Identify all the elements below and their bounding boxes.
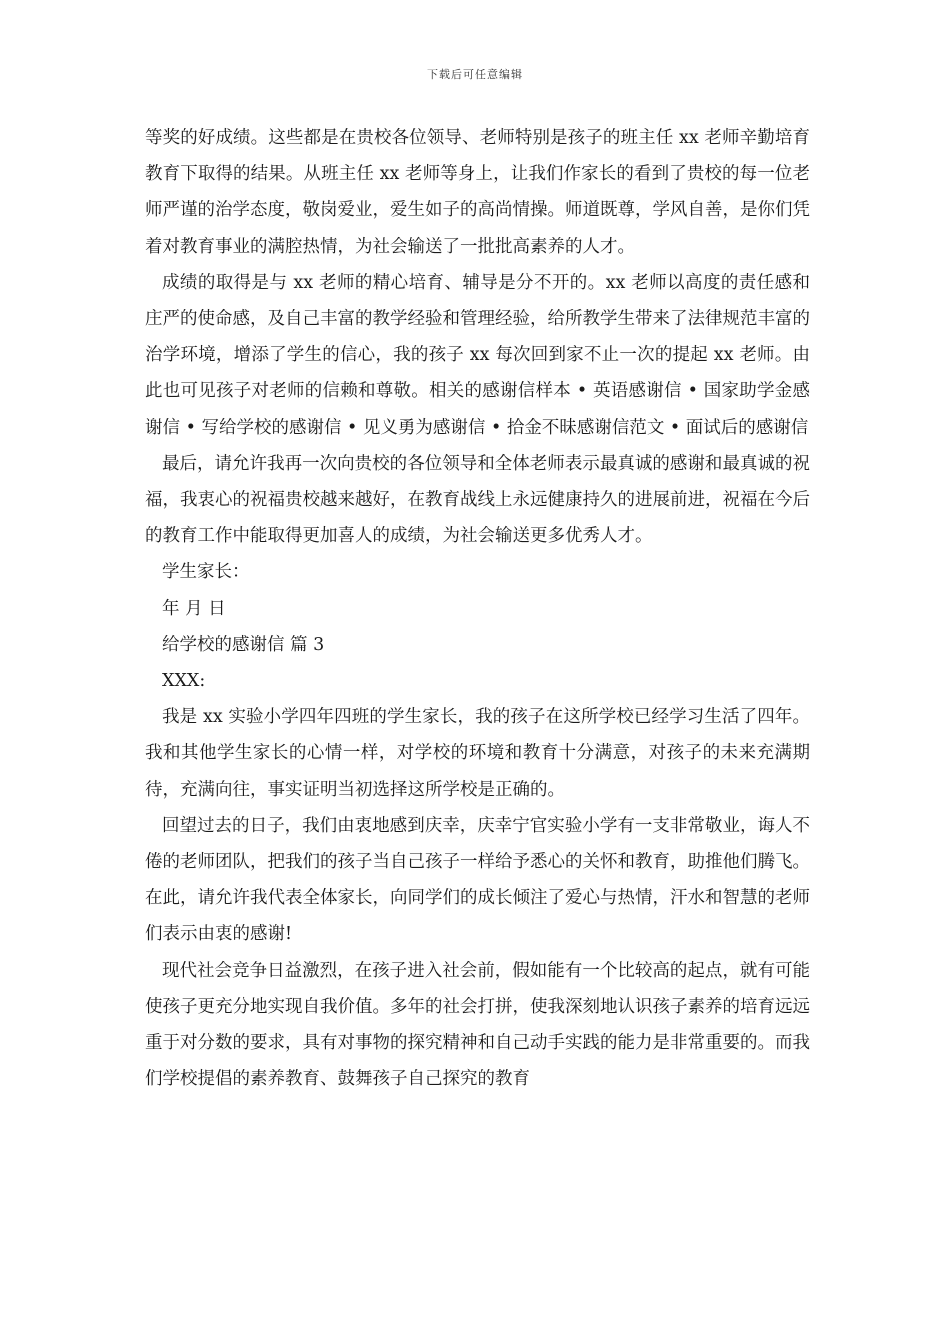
salutation: XXX: (162, 671, 206, 692)
signature-line: 学生家长： (162, 562, 250, 583)
document-body (145, 120, 810, 1097)
paragraph: 现代社会竞争日益激烈，在孩子进入社会前，假如能有一个比较高的起点，就有可能使孩子更充分地实现自我价值。多年的社会打拼，使我深刻地认识孩子素养的培育远远重于对分数的要求，具有对事物的探究精神和自己动手实践的能力是非常重要的。而我们学校提倡的素养教育、鼓舞孩子自己探究的教育 (145, 960, 810, 1090)
paragraph: 回望过去的日子，我们由衷地感到庆幸，庆幸宁官实验小学有一支非常敬业，诲人不倦的老师团队，把我们的孩子当自己孩子一样给予悉心的关怀和教育，助推他们腾飞。在此，请允许我代表全体家长，向同学们的成长倾注了爱心与热情，汗水和智慧的老师们表示由衷的感谢! (145, 815, 810, 945)
section-title: 给学校的感谢信 篇 3 (162, 634, 325, 655)
paragraph: 我是 xx 实验小学四年四班的学生家长，我的孩子在这所学校已经学习生活了四年。我和其他学生家长的心情一样，对学校的环境和教育十分满意，对孩子的未来充满期待，充满向往，事实证明当初选择这所学校是正确的。 (145, 707, 810, 800)
paragraph: 最后，请允许我再一次向贵校的各位领导和全体老师表示最真诚的感谢和最真诚的祝福，我衷心的祝福贵校越来越好，在教育战线上永远健康持久的进展前进，祝福在今后的教育工作中能取得更加喜人的成绩，为社会输送更多优秀人才。 (145, 453, 810, 547)
date-line: 年 月 日 (162, 598, 226, 619)
paragraph: 成绩的取得是与 xx 老师的精心培育、辅导是分不开的。xx 老师以高度的责任感和庄严的使命感，及自己丰富的教学经验和管理经验，给所教学生带来了法律规范丰富的治学环境，增添了学生的信心，我的孩子 xx 每次回到家不止一次的提起 xx 老师。由此也可见孩子对老师的信赖和尊敬。相关的感谢信样本 • 英语感谢信 • 国家助学金感谢信 • 写给学校的感谢信 • 见义勇为感谢信 • 拾金不昧感谢信范文 • 面试后的感谢信 (145, 272, 810, 438)
header-note: 下载后可任意编辑 (427, 68, 523, 81)
paragraph-continuation: 等奖的好成绩。这些都是在贵校各位领导、老师特别是孩子的班主任 xx 老师辛勤培育教育下取得的结果。从班主任 xx 老师等身上，让我们作家长的看到了贵校的每一位老师严谨的治学态度，敬岗爱业，爱生如子的高尚情操。师道既尊，学风自善，是你们凭着对教育事业的满腔热情，为社会输送了一批批高素养的人才。 (145, 128, 810, 257)
